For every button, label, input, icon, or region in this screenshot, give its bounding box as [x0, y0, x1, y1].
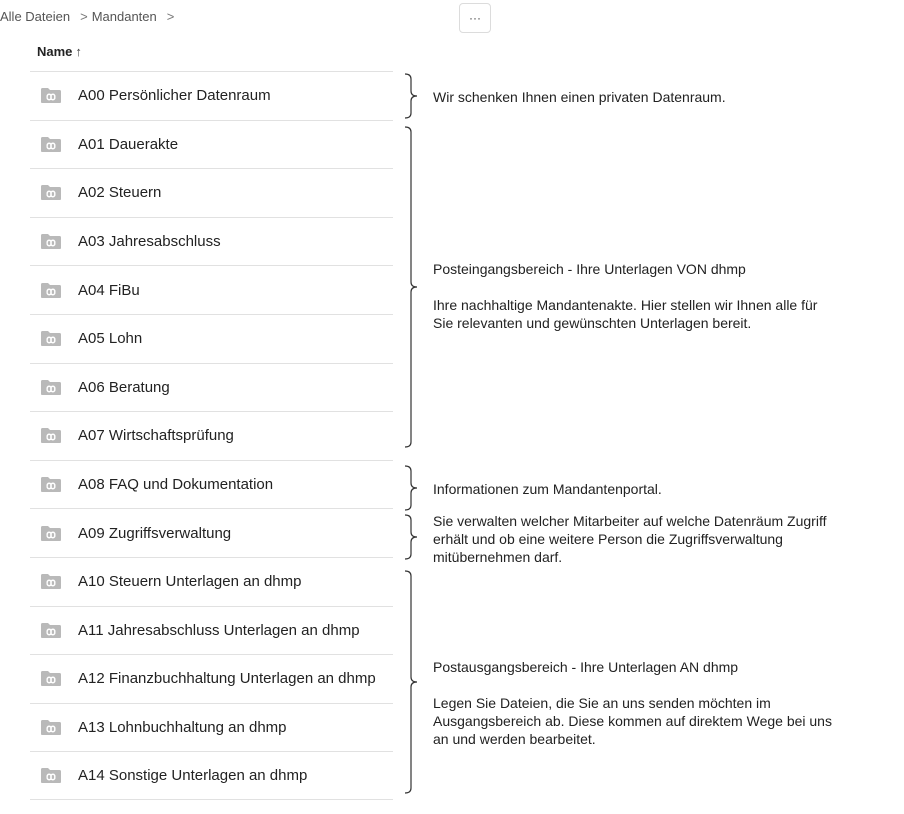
name-column-header[interactable]	[37, 44, 82, 59]
folder-name: A03 Jahresabschluss	[78, 233, 221, 251]
folder-shared-icon	[40, 330, 62, 347]
note-outbox-title: Postausgangsbereich - Ihre Unterlagen AN dhmp	[433, 659, 739, 675]
note-inbox-text: Ihre nachhaltige Mandantenakte. Hier stellen wir Ihnen alle für Sie relevanten und gewünschten Unterlagen bereit.	[433, 297, 818, 331]
folder-shared-icon	[40, 427, 62, 444]
folder-row[interactable]	[30, 751, 393, 800]
note-private-text: Wir schenken Ihnen einen privaten Datenraum.	[433, 89, 726, 105]
breadcrumb-separator: >	[166, 9, 175, 24]
folder-row[interactable]	[30, 703, 393, 752]
folder-shared-icon	[40, 87, 62, 104]
folder-name: A13 Lohnbuchhaltung an dhmp	[78, 719, 287, 737]
folder-row[interactable]	[30, 265, 393, 314]
folder-name: A12 Finanzbuchhaltung Unterlagen an dhmp	[78, 670, 376, 688]
folder-name: A06 Beratung	[78, 378, 170, 396]
folder-row[interactable]	[30, 363, 393, 412]
folder-name: A10 Steuern Unterlagen an dhmp	[78, 573, 302, 591]
folder-shared-icon	[40, 525, 62, 542]
folder-name: A08 FAQ und Dokumentation	[78, 476, 274, 494]
folder-name: A00 Persönlicher Datenraum	[78, 87, 271, 105]
breadcrumb-mandanten[interactable]: Mandanten	[91, 9, 157, 24]
folder-shared-icon	[40, 719, 62, 736]
brace-faq	[402, 465, 422, 511]
breadcrumb-separator: >	[80, 9, 88, 24]
folder-shared-icon	[40, 622, 62, 639]
folder-shared-icon	[40, 476, 62, 493]
note-outbox	[433, 658, 833, 748]
name-column-label: Name	[37, 44, 73, 59]
folder-shared-icon	[40, 282, 62, 299]
folder-list	[30, 71, 393, 800]
folder-row[interactable]	[30, 71, 393, 120]
brace-access	[402, 514, 422, 560]
folder-name: A09 Zugriffsverwaltung	[78, 524, 232, 542]
folder-shared-icon	[40, 379, 62, 396]
brace-inbox	[402, 126, 422, 448]
folder-shared-icon	[40, 670, 62, 687]
folder-row[interactable]	[30, 654, 393, 703]
folder-row[interactable]	[30, 606, 393, 655]
folder-name: A11 Jahresabschluss Unterlagen an dhmp	[78, 621, 360, 639]
folder-row[interactable]	[30, 314, 393, 363]
folder-shared-icon	[40, 573, 62, 590]
folder-name: A07 Wirtschaftsprüfung	[78, 427, 234, 445]
folder-row[interactable]	[30, 120, 393, 169]
folder-row[interactable]	[30, 217, 393, 266]
folder-name: A02 Steuern	[78, 184, 162, 202]
folder-name: A14 Sonstige Unterlagen an dhmp	[78, 767, 308, 785]
folder-shared-icon	[40, 136, 62, 153]
folder-row[interactable]	[30, 168, 393, 217]
note-outbox-text: Legen Sie Dateien, die Sie an uns senden möchten im Ausgangsbereich ab. Diese kommen auf direktem Wege bei uns an und werden bearbeitet.	[433, 695, 832, 747]
folder-shared-icon	[40, 767, 62, 784]
folder-row[interactable]	[30, 508, 393, 557]
breadcrumb-all-files[interactable]: Alle Dateien	[0, 9, 71, 24]
brace-outbox	[402, 570, 422, 795]
brace-private	[402, 73, 422, 119]
note-access-text: Sie verwalten welcher Mitarbeiter auf welche Datenräum Zugriff erhält und ob eine weitere Person die Zugriffsverwaltung mitübernehmen darf.	[433, 513, 827, 565]
more-actions-button[interactable]	[459, 3, 491, 33]
more-icon: ···	[469, 11, 481, 25]
note-inbox-title: Posteingangsbereich - Ihre Unterlagen VON dhmp	[433, 261, 746, 277]
folder-row[interactable]	[30, 460, 393, 509]
note-inbox	[433, 260, 833, 332]
folder-shared-icon	[40, 233, 62, 250]
note-faq	[433, 480, 873, 498]
folder-name: A05 Lohn	[78, 330, 143, 348]
folder-name: A01 Dauerakte	[78, 135, 179, 153]
note-private	[433, 88, 873, 106]
breadcrumb	[0, 9, 178, 24]
folder-name: A04 FiBu	[78, 281, 140, 299]
note-faq-text: Informationen zum Mandantenportal.	[433, 481, 662, 497]
folder-shared-icon	[40, 184, 62, 201]
note-access	[433, 512, 838, 566]
sort-ascending-icon: ↑	[75, 44, 82, 59]
folder-row[interactable]	[30, 557, 393, 606]
folder-row[interactable]	[30, 411, 393, 460]
